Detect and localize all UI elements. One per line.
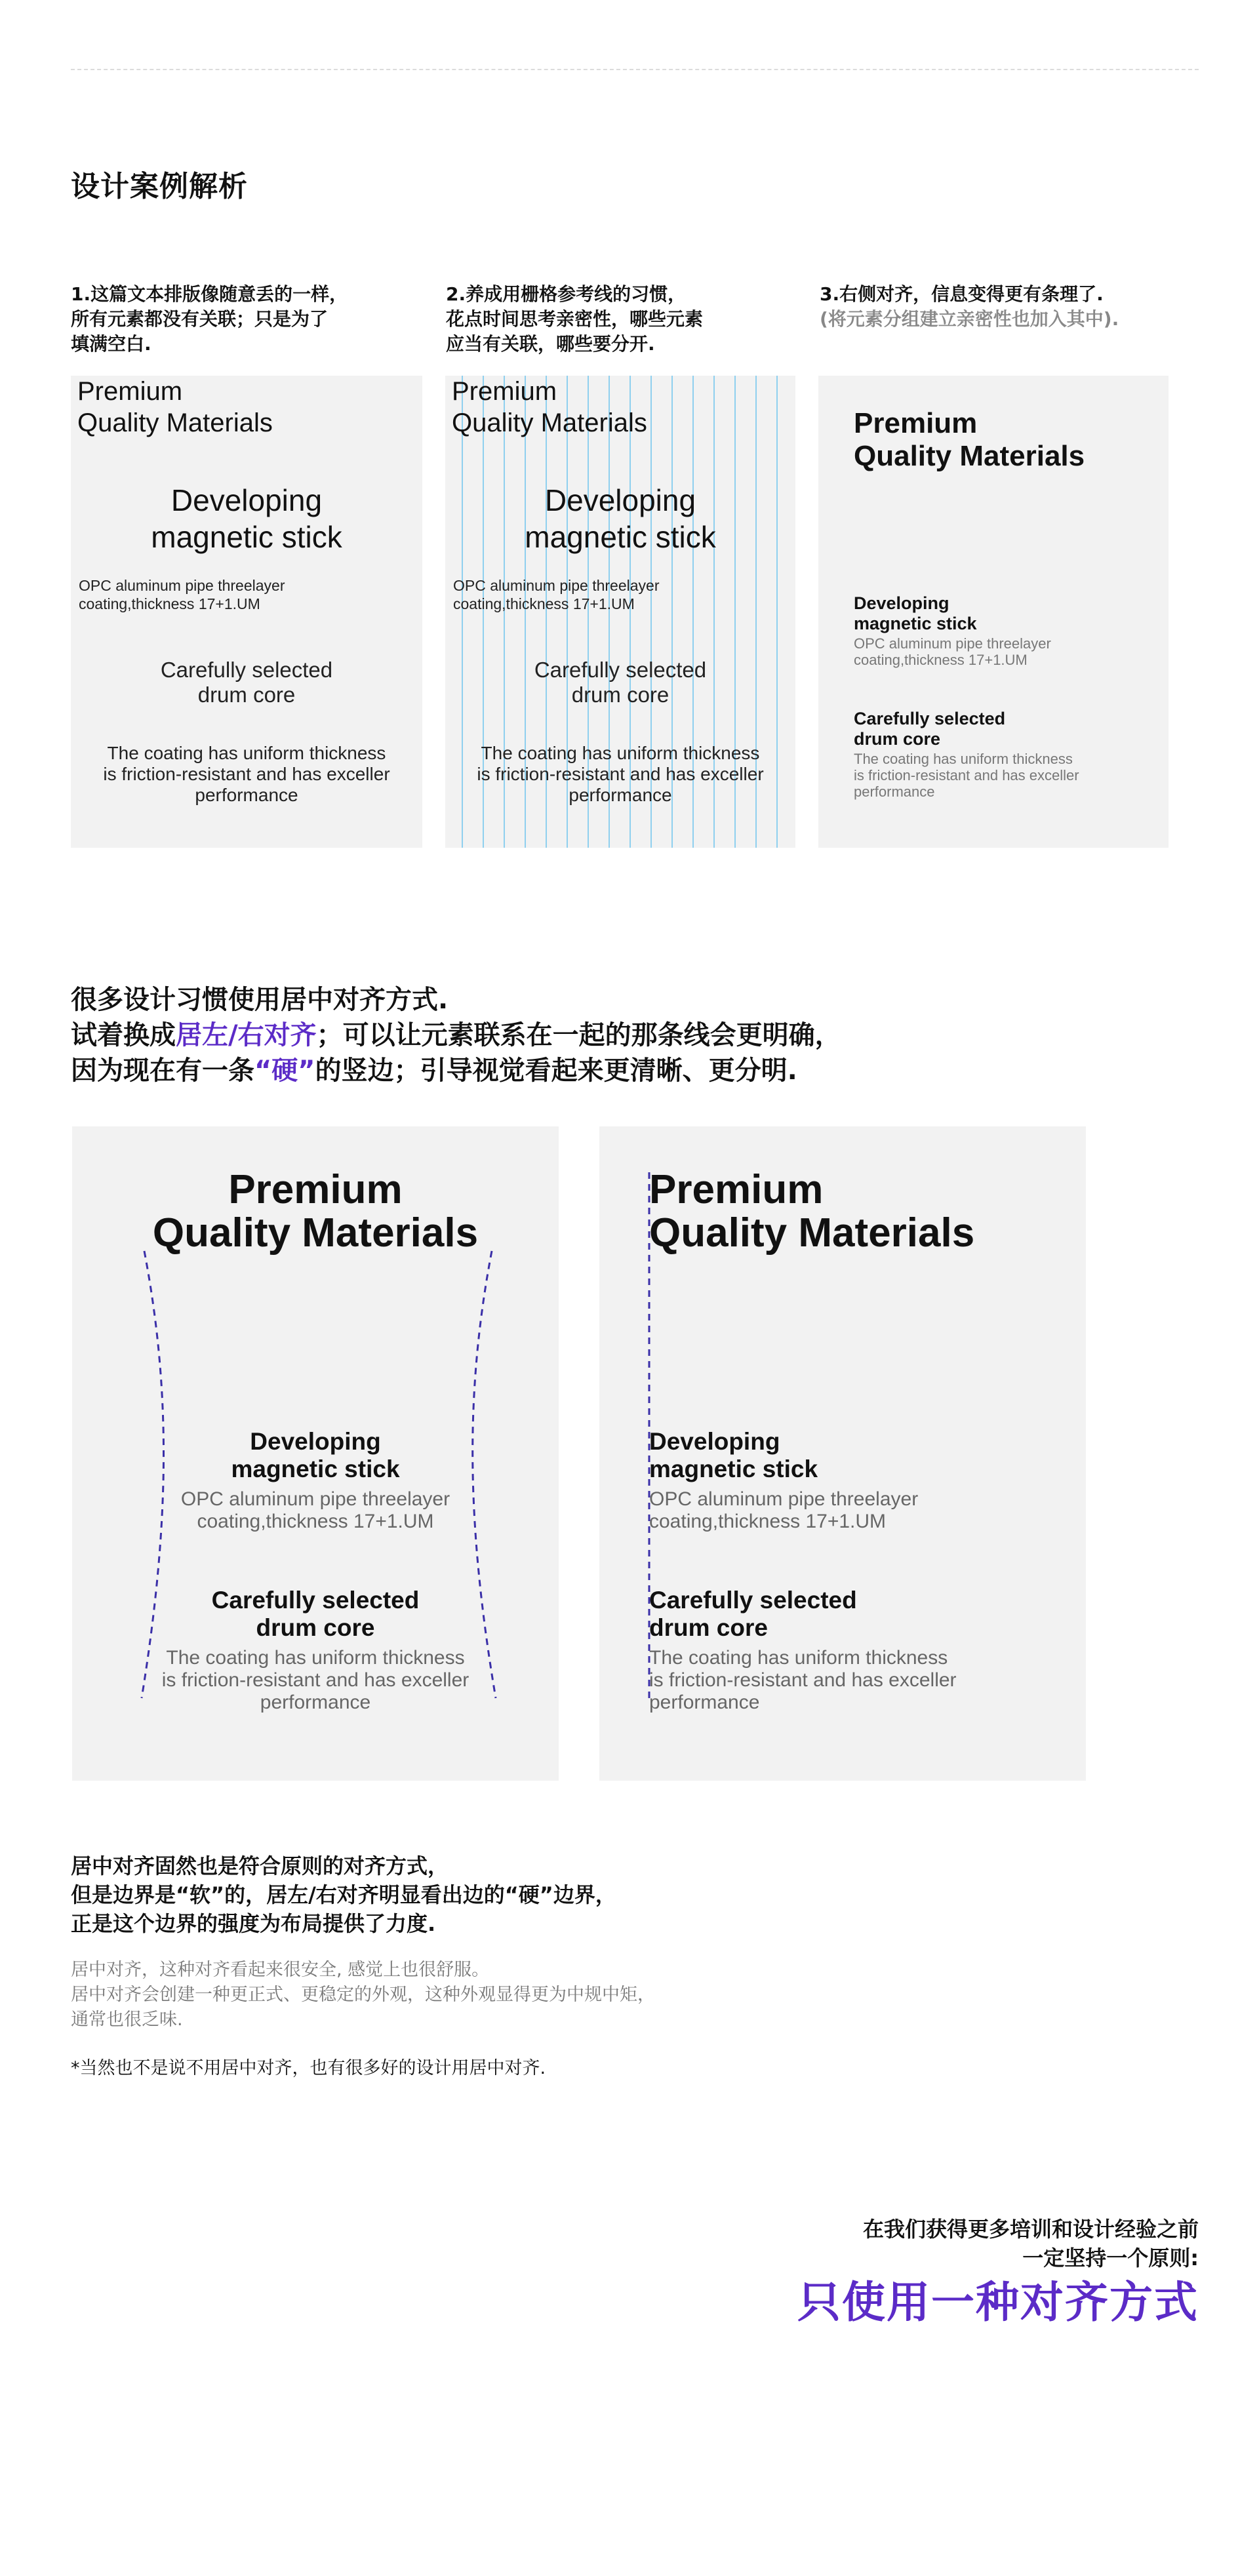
panel-heading: Premium Quality Materials <box>152 1167 479 1256</box>
panel-heading: Premium Quality Materials <box>452 377 647 437</box>
lead-line-3: 因为现在有一条“硬”的竖边；引导视觉看起来更清晰、更分明. <box>71 1056 797 1086</box>
example-3-caption: 3.右侧对齐，信息变得更有条理了. (将元素分组建立亲密性也加入其中). <box>820 282 1119 332</box>
panel-spec: OPC aluminum pipe threelayer coating,thickness 17+1.UM <box>649 1488 919 1532</box>
panel-feature: Carefully selected drum core <box>211 1587 420 1641</box>
panel-feature: Carefully selected drum core <box>649 1587 857 1641</box>
panel-description: The coating has uniform thickness is friction-resistant and has exceller performance <box>477 743 764 805</box>
left-aligned-comparison-panel <box>599 1126 1086 1781</box>
panel-description: The coating has uniform thickness is friction-resistant and has exceller performance <box>854 751 1079 800</box>
footnote: *当然也不是说不用居中对齐，也有很多好的设计用居中对齐. <box>71 2058 546 2078</box>
panel-heading: Premium Quality Materials <box>649 1167 975 1256</box>
example-2-panel <box>445 376 795 848</box>
example-1-panel <box>71 376 422 848</box>
closing-headline: 只使用一种对齐方式 <box>797 2277 1199 2328</box>
panel-subhead: Developing magnetic stick <box>854 593 977 633</box>
panel-subhead: Developing magnetic stick <box>231 1428 400 1482</box>
panel-subhead: Developing magnetic stick <box>151 483 342 554</box>
panel-heading: Premium Quality Materials <box>854 407 1085 472</box>
example-2-caption: 2.养成用栅格参考线的习惯， 花点时间思考亲密性，哪些元素 应当有关联，哪些要分开. <box>446 283 704 355</box>
panel-spec: OPC aluminum pipe threelayer coating,thickness 17+1.UM <box>453 577 660 612</box>
closing-intro: 在我们获得更多培训和设计经验之前 一定坚持一个原则: <box>862 2217 1199 2270</box>
highlight-hard-edge: “硬” <box>254 1056 315 1086</box>
example-3-caption-note: (将元素分组建立亲密性也加入其中). <box>820 308 1119 330</box>
panel-heading: Premium Quality Materials <box>77 377 273 437</box>
centered-comparison-panel <box>72 1126 559 1781</box>
panel-feature: Carefully selected drum core <box>854 709 1006 749</box>
example-1-caption: 1.这篇文本排版像随意丢的一样， 所有元素都没有关联；只是为了 填满空白. <box>71 283 348 355</box>
explanation-paragraph: 居中对齐固然也是符合原则的对齐方式， 但是边界是“软”的，居左/右对齐明显看出边的“硬”边界， 正是这个边界的强度为布局提供了力度. <box>71 1853 616 1936</box>
panel-description: The coating has uniform thickness is friction-resistant and has exceller performance <box>649 1647 957 1713</box>
lead-line-1: 很多设计习惯使用居中对齐方式. <box>71 985 449 1015</box>
highlight-left-right-align: 居左/右对齐 <box>176 1020 317 1050</box>
panel-spec: OPC aluminum pipe threelayer coating,thickness 17+1.UM <box>854 635 1051 668</box>
top-divider <box>71 69 1199 70</box>
panel-spec: OPC aluminum pipe threelayer coating,thickness 17+1.UM <box>180 1488 450 1532</box>
example-3-panel <box>818 376 1169 848</box>
section-title: 设计案例解析 <box>71 170 248 203</box>
panel-subhead: Developing magnetic stick <box>525 483 716 554</box>
panel-spec: OPC aluminum pipe threelayer coating,thickness 17+1.UM <box>79 577 285 612</box>
panel-description: The coating has uniform thickness is friction-resistant and has exceller performance <box>161 1647 470 1713</box>
panel-feature: Carefully selected drum core <box>160 658 333 707</box>
panel-feature: Carefully selected drum core <box>534 658 707 707</box>
lead-line-2: 试着换成居左/右对齐；可以让元素联系在一起的那条线会更明确， <box>71 1020 841 1050</box>
panel-description: The coating has uniform thickness is friction-resistant and has exceller performance <box>103 743 390 805</box>
center-align-notes: 居中对齐，这种对齐看起来很安全, 感觉上也很舒服。 居中对齐会创建一种更正式、更稳定的外观，这种外观显得更为中规中矩， 通常也很乏味. <box>71 1960 655 2030</box>
lead-paragraph <box>71 982 841 1088</box>
panel-subhead: Developing magnetic stick <box>649 1428 818 1482</box>
